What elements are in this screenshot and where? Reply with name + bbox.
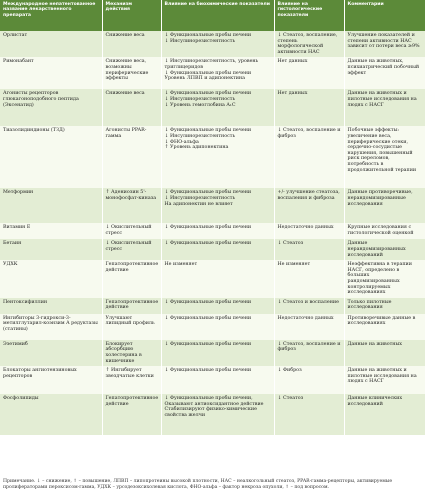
- biochemical-cell: [161, 260, 274, 298]
- comment-cell: [344, 89, 425, 126]
- mechanism-cell: [102, 394, 161, 435]
- cell-text-line: Неэффективна в терапии НАСГ, определено в больших рандомизированных контролируемых исследованиях: [347, 262, 412, 296]
- cell-text-line: Данные на животных: [347, 341, 402, 347]
- cell-text-line: Улучшают липидный профиль: [105, 315, 155, 327]
- table-row: [0, 126, 425, 188]
- mechanism-cell: [102, 314, 161, 340]
- histological-cell: [274, 340, 344, 366]
- mechanism-cell: [102, 57, 161, 89]
- cell-text-line: ↑ Адениозин 5'-монофосфат-киназа: [105, 190, 157, 201]
- cell-text-line: Недостаточно данных: [277, 315, 334, 321]
- table-row: [0, 239, 425, 260]
- comment-cell: [344, 314, 425, 340]
- cell-text-line: ↓ Уровень гемоглобина A₁C: [164, 102, 236, 108]
- comment-cell: [344, 57, 425, 89]
- table-header-row: [0, 0, 425, 31]
- comment-cell: [344, 239, 425, 260]
- comment-cell: [344, 126, 425, 188]
- cell-text-line: Данные нерандомизированных исследований: [347, 241, 406, 258]
- comment-cell: [344, 298, 425, 314]
- header-biochemical: Влияние на биохимические показатели: [161, 0, 274, 31]
- cell-text-line: ↓ Окислительный стресс: [105, 241, 152, 252]
- table-row: [0, 394, 425, 435]
- cell-text-line: Данные противоречивые, нерандомизированные исследования: [347, 190, 413, 207]
- biochemical-cell: [161, 340, 274, 366]
- comment-cell: [344, 260, 425, 298]
- cell-text-line: ↓ Функциональные пробы печени: [164, 225, 252, 231]
- table-row: [0, 340, 425, 366]
- cell-text-line: Снижение веса: [105, 91, 145, 97]
- comment-cell: [344, 394, 425, 435]
- cell-text-line: Метформин: [3, 190, 34, 196]
- cell-text-line: Снижение веса, возможны периферические эффекты: [105, 59, 149, 82]
- table-row: [0, 260, 425, 298]
- table-row: [0, 366, 425, 394]
- cell-text-line: Крупные исследования с гистологической оценкой: [347, 225, 414, 236]
- cell-text-line: Гепатопротективное действие: [105, 299, 159, 311]
- cell-text-line: ↓ Инсулинорезистентность: [164, 195, 236, 201]
- biochemical-cell: [161, 126, 274, 188]
- cell-text-line: ↓ Стеатоз: [277, 241, 304, 247]
- mechanism-cell: [102, 239, 161, 260]
- cell-text-line: Данные на животных и пилотные исследования на людях с НАСГ: [347, 91, 417, 108]
- cell-text-line: На адипонектин не влияет: [164, 201, 233, 207]
- cell-text-line: Улучшение показателей и степени активности НАС зависит от потери веса ≥9%: [347, 33, 420, 50]
- cell-text-line: Гепатопротективное действие: [105, 396, 159, 407]
- cell-text-line: Стабилизируют физико-химические свойства желчи: [164, 407, 257, 418]
- cell-text-line: Снижение веса: [105, 33, 145, 38]
- cell-text-line: ↓ Инсулинорезистентность, уровень триглицеридов: [164, 59, 259, 70]
- biochemical-cell: [161, 394, 274, 435]
- cell-text-line: ↓ Инсулинорезистентность: [164, 38, 236, 44]
- histological-cell: [274, 260, 344, 298]
- header-drug-name: Международное непатентованное название лекарственного препарата: [0, 0, 102, 31]
- cell-text-line: Только пилотные исследования: [347, 299, 392, 311]
- mechanism-cell: [102, 31, 161, 57]
- histological-cell: [274, 366, 344, 394]
- comment-cell: [344, 340, 425, 366]
- histological-cell: [274, 126, 344, 188]
- table-row: [0, 31, 425, 57]
- table-row: [0, 188, 425, 223]
- histological-cell: [274, 188, 344, 223]
- cell-text-line: УДХК: [3, 262, 18, 268]
- biochemical-cell: [161, 366, 274, 394]
- biochemical-cell: [161, 239, 274, 260]
- biochemical-cell: [161, 31, 274, 57]
- mechanism-cell: [102, 260, 161, 298]
- table-row: [0, 223, 425, 239]
- header-comments: Комментарии: [344, 0, 425, 31]
- cell-text-line: ↓ Стеатоз, воспаление и фиброз: [277, 341, 341, 353]
- cell-text-line: Ингибиторы 3-гидрокси-3-метилглутарил-коэнзим A редуктазы (статины): [3, 315, 98, 332]
- cell-text-line: Пентоксифиллин: [3, 299, 48, 305]
- comment-cell: [344, 223, 425, 239]
- drug-name-cell: [0, 394, 102, 435]
- cell-text-line: ↓ Функциональные пробы печени: [164, 91, 252, 97]
- cell-text-line: Нет данных: [277, 59, 308, 65]
- cell-text-line: Данные на животных и пилотные исследования на людях с НАСГ: [347, 368, 417, 385]
- cell-text-line: Римонабант: [3, 59, 34, 65]
- cell-text-line: Недостаточно данных: [277, 225, 334, 231]
- comment-cell: [344, 188, 425, 223]
- cell-text-line: ↑ Ингибирует звездчатые клетки: [105, 368, 154, 379]
- cell-text-line: ↓ Функциональные пробы печени: [164, 33, 252, 38]
- histological-cell: [274, 239, 344, 260]
- cell-text-line: Блокирует абсорбцию холестерина в кишечнике: [105, 341, 142, 364]
- biochemical-cell: [161, 188, 274, 223]
- drug-name-cell: [0, 366, 102, 394]
- cell-text-line: ↓ Стеатоз: [277, 396, 304, 402]
- cell-text-line: Агонисты рецепторов глюкагоноподобного пептида (Эксенатид): [3, 91, 79, 108]
- cell-text-line: Не изменяет: [164, 262, 198, 268]
- cell-text-line: +/- улучшение стеатоза, воспаления и фиброза: [277, 190, 340, 201]
- header-histological: Влияние на гистологические показатели: [274, 0, 344, 31]
- header-mechanism: Механизм действия: [102, 0, 161, 31]
- cell-text-line: Данные на животных, психиатрический побочный эффект: [347, 59, 420, 76]
- cell-text-line: ↓ Фиброз: [277, 368, 302, 374]
- cell-text-line: Агонисты PPAR-гамма: [105, 128, 147, 139]
- cell-text-line: ↑ Уровень адипонектина: [164, 145, 229, 151]
- histological-cell: [274, 298, 344, 314]
- cell-text-line: Данные клинических исследований: [347, 396, 403, 407]
- cell-text-line: Побочные эффекты: увеличение веса, периферические отеки, сердечно-сосудистые нарушения, повышенный риск переломов, потребность в продолжительной терапии: [347, 128, 417, 173]
- table-body: [0, 31, 425, 435]
- biochemical-cell: [161, 57, 274, 89]
- histological-cell: [274, 314, 344, 340]
- cell-text-line: Блокаторы ангиотензиновых рецепторов: [3, 368, 77, 379]
- cell-text-line: Противоречивые данные в исследованиях: [347, 315, 416, 327]
- biochemical-cell: [161, 298, 274, 314]
- cell-text-line: ↓ Функциональные пробы печени: [164, 341, 252, 347]
- drug-name-cell: [0, 57, 102, 89]
- table-footnote: Примечание. ↓ – снижение, ↑ – повышение, ЛПВП – липопротеины высокой плотности, НАС – неалкогольный стеатоз, PPAR-гамма-рецепторы, активируемые пролифераторами пероксисом-гамма, УДХК – урсодезоксихолевая кислота, ФНО-альфа – фактор некроза опухоли, ↑ – под вопросом.: [3, 479, 393, 490]
- mechanism-cell: [102, 188, 161, 223]
- cell-text-line: ↓ Функциональные пробы печени: [164, 368, 252, 374]
- cell-text-line: ↓ Функциональные пробы печени: [164, 241, 252, 247]
- drug-name-cell: [0, 89, 102, 126]
- cell-text-line: ↓ Стеатоз, воспаление, степень морфологической активности НАС: [277, 33, 338, 55]
- cell-text-line: ↓ Функциональные пробы печени: [164, 190, 252, 196]
- cell-text-line: ↓ Инсулинорезистентность: [164, 133, 236, 139]
- mechanism-cell: [102, 340, 161, 366]
- drug-name-cell: [0, 314, 102, 340]
- drug-name-cell: [0, 340, 102, 366]
- cell-text-line: Орлистат: [3, 33, 28, 38]
- cell-text-line: ↓ Функциональные пробы печени, Оказывают антиоксидантное действие: [164, 396, 264, 407]
- cell-text-line: ↓ Функциональные пробы печени: [164, 128, 252, 134]
- drug-name-cell: [0, 31, 102, 57]
- cell-text-line: Нет данных: [277, 91, 308, 97]
- histological-cell: [274, 57, 344, 89]
- mechanism-cell: [102, 126, 161, 188]
- cell-text-line: ↓ Функциональные пробы печени Уровень ЛПВП и адипонектина: [164, 70, 252, 82]
- cell-text-line: ↓ ФНО-альфа: [164, 139, 199, 145]
- cell-text-line: ↓ Инсулинорезистентность: [164, 96, 236, 102]
- comment-cell: [344, 31, 425, 57]
- cell-text-line: ↓ Стеатоз и воспаление: [277, 299, 339, 305]
- drug-name-cell: [0, 223, 102, 239]
- table-row: [0, 298, 425, 314]
- cell-text-line: Витамин E: [3, 225, 31, 231]
- comment-cell: [344, 366, 425, 394]
- biochemical-cell: [161, 89, 274, 126]
- drug-name-cell: [0, 188, 102, 223]
- drug-name-cell: [0, 298, 102, 314]
- mechanism-cell: [102, 89, 161, 126]
- drug-name-cell: [0, 260, 102, 298]
- table-row: [0, 89, 425, 126]
- mechanism-cell: [102, 223, 161, 239]
- mechanism-cell: [102, 366, 161, 394]
- cell-text-line: ↓ Стеатоз, воспаление и фиброз: [277, 128, 341, 139]
- cell-text-line: Тиазолидиндионы (ТЗД): [3, 128, 65, 134]
- histological-cell: [274, 223, 344, 239]
- histological-cell: [274, 394, 344, 435]
- cell-text-line: ↓ Функциональные пробы печени: [164, 315, 252, 321]
- cell-text-line: Бетаин: [3, 241, 22, 247]
- cell-text-line: Эзетимиб: [3, 341, 28, 347]
- drug-name-cell: [0, 239, 102, 260]
- histological-cell: [274, 31, 344, 57]
- drug-name-cell: [0, 126, 102, 188]
- table-row: [0, 314, 425, 340]
- cell-text-line: Гепатопротективное действие: [105, 262, 159, 273]
- cell-text-line: Фосфолипиды: [3, 396, 39, 402]
- biochemical-cell: [161, 223, 274, 239]
- cell-text-line: ↓ Функциональные пробы печени: [164, 299, 252, 305]
- table-row: [0, 57, 425, 89]
- mechanism-cell: [102, 298, 161, 314]
- cell-text-line: Не изменяет: [277, 262, 311, 268]
- histological-cell: [274, 89, 344, 126]
- cell-text-line: ↓ Окислительный стресс: [105, 225, 152, 236]
- biochemical-cell: [161, 314, 274, 340]
